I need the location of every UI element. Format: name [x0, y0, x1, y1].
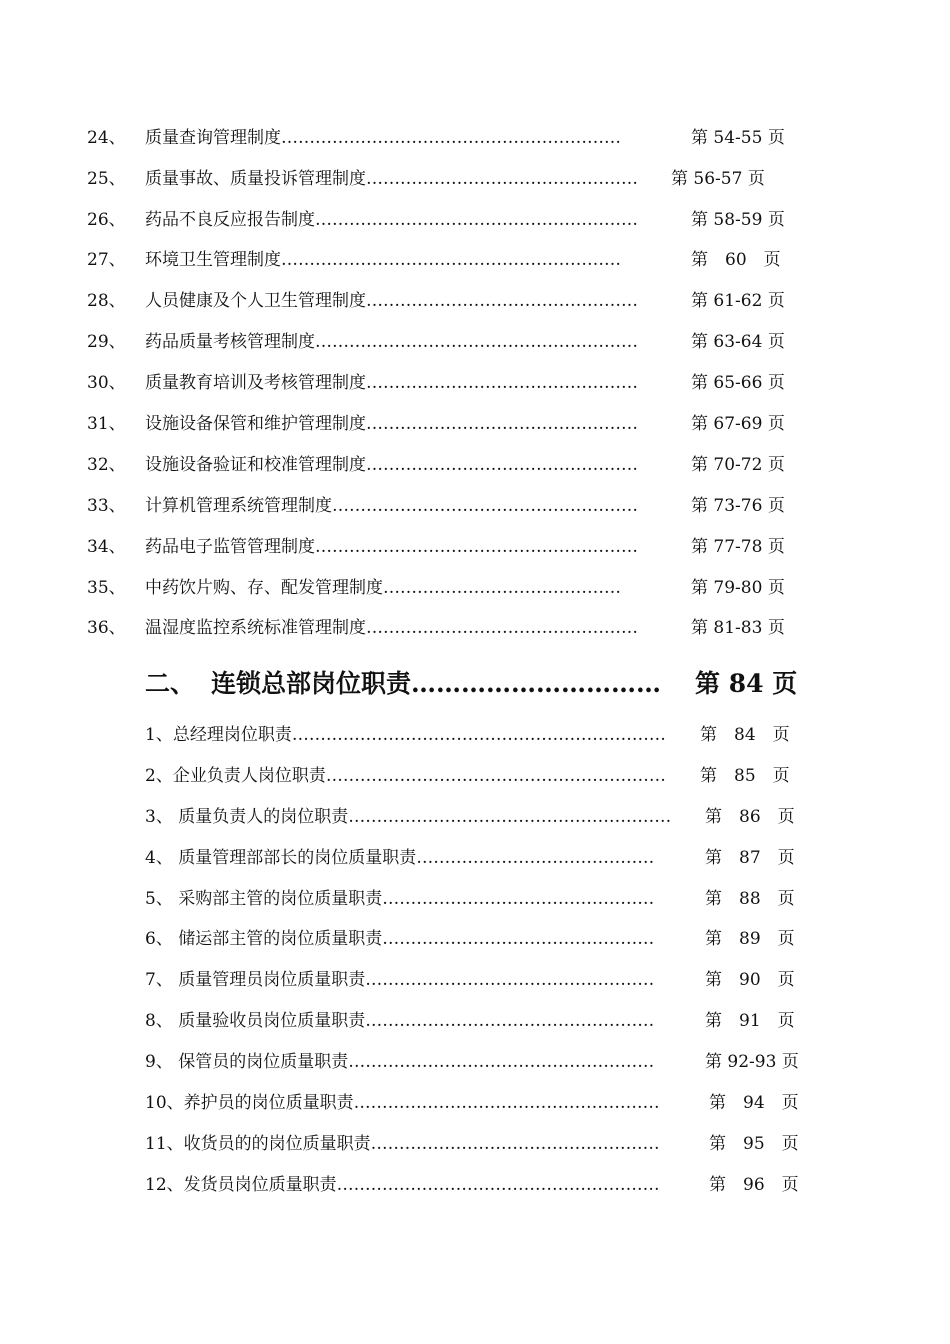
entry-number: 27、 — [87, 250, 126, 270]
entry-page: 第 63-64 页 — [691, 332, 785, 352]
entry-title: 7、 质量管理员岗位质量职责…………………………………………… — [145, 970, 655, 990]
entry-title: 药品不良反应报告制度………………………………………………… — [145, 210, 638, 230]
entry-number: 32、 — [87, 455, 126, 475]
entry-page: 第 91 页 — [705, 1011, 795, 1031]
entry-title: 6、 储运部主管的岗位质量职责………………………………………… — [145, 929, 655, 949]
entry-page: 第 96 页 — [709, 1175, 799, 1195]
entry-title: 设施设备验证和校准管理制度………………………………………… — [145, 455, 638, 475]
entry-number: 29、 — [87, 332, 126, 352]
entry-page: 第 70-72 页 — [691, 455, 785, 475]
toc-entry[interactable] — [0, 844, 950, 872]
entry-page: 第 77-78 页 — [691, 537, 785, 557]
entry-page: 第 73-76 页 — [691, 496, 785, 516]
entry-title: 中药饮片购、存、配发管理制度…………………………………… — [145, 578, 621, 598]
entry-page: 第 65-66 页 — [691, 373, 785, 393]
section-title: 连锁总部岗位职责………………………… — [211, 669, 662, 698]
entry-title: 温湿度监控系统标准管理制度………………………………………… — [145, 618, 638, 638]
entry-page: 第 86 页 — [705, 807, 795, 827]
entry-page: 第 92-93 页 — [705, 1052, 799, 1072]
entry-number: 31、 — [87, 414, 126, 434]
toc-entry[interactable] — [0, 1130, 950, 1158]
entry-number: 30、 — [87, 373, 126, 393]
entry-page: 第 90 页 — [705, 970, 795, 990]
toc-entry[interactable] — [0, 925, 950, 953]
entry-title: 12、发货员岗位质量职责………………………………………………… — [145, 1175, 660, 1195]
entry-page: 第 87 页 — [705, 848, 795, 868]
toc-entry[interactable] — [0, 287, 950, 315]
entry-number: 25、 — [87, 169, 126, 189]
entry-title: 9、 保管员的岗位质量职责……………………………………………… — [145, 1052, 655, 1072]
toc-entry[interactable] — [0, 328, 950, 356]
entry-title: 质量事故、质量投诉管理制度………………………………………… — [145, 169, 638, 189]
entry-title: 10、养护员的岗位质量职责……………………………………………… — [145, 1093, 660, 1113]
entry-number: 33、 — [87, 496, 126, 516]
entry-page: 第 84 页 — [700, 725, 790, 745]
entry-number: 24、 — [87, 128, 126, 148]
entry-title: 8、 质量验收员岗位质量职责…………………………………………… — [145, 1011, 655, 1031]
entry-page: 第 85 页 — [700, 766, 790, 786]
toc-entry[interactable] — [0, 492, 950, 520]
section-heading[interactable] — [145, 664, 845, 704]
toc-entry[interactable] — [0, 721, 950, 749]
entry-title: 2、企业负责人岗位职责…………………………………………………… — [145, 766, 666, 786]
entry-title: 设施设备保管和维护管理制度………………………………………… — [145, 414, 638, 434]
entry-page: 第 58-59 页 — [691, 210, 785, 230]
entry-page: 第 81-83 页 — [691, 618, 785, 638]
section-page: 第 84 页 — [695, 669, 798, 698]
entry-page: 第 94 页 — [709, 1093, 799, 1113]
toc-entry[interactable] — [0, 533, 950, 561]
toc-entry[interactable] — [0, 762, 950, 790]
toc-entry[interactable] — [0, 614, 950, 642]
entry-number: 28、 — [87, 291, 126, 311]
toc-entry[interactable] — [0, 803, 950, 831]
entry-title: 11、收货员的的岗位质量职责…………………………………………… — [145, 1134, 660, 1154]
entry-title: 药品电子监管管理制度………………………………………………… — [145, 537, 638, 557]
entry-page: 第 88 页 — [705, 889, 795, 909]
entry-page: 第 95 页 — [709, 1134, 799, 1154]
toc-entry[interactable] — [0, 1007, 950, 1035]
entry-page: 第 67-69 页 — [691, 414, 785, 434]
section-number: 二、 — [145, 669, 196, 698]
toc-entry[interactable] — [0, 574, 950, 602]
entry-title: 3、 质量负责人的岗位职责………………………………………………… — [145, 807, 672, 827]
entry-title: 5、 采购部主管的岗位质量职责………………………………………… — [145, 889, 655, 909]
entry-title: 4、 质量管理部部长的岗位质量职责…………………………………… — [145, 848, 655, 868]
toc-entry[interactable] — [0, 966, 950, 994]
entry-page: 第 79-80 页 — [691, 578, 785, 598]
entry-page: 第 54-55 页 — [691, 128, 785, 148]
entry-title: 计算机管理系统管理制度……………………………………………… — [145, 496, 638, 516]
toc-entry[interactable] — [0, 206, 950, 234]
entry-number: 35、 — [87, 578, 126, 598]
toc-entry[interactable] — [0, 124, 950, 152]
entry-title: 1、总经理岗位职责………………………………………………………… — [145, 725, 666, 745]
entry-page: 第 89 页 — [705, 929, 795, 949]
toc-entry[interactable] — [0, 1089, 950, 1117]
entry-number: 26、 — [87, 210, 126, 230]
entry-title: 药品质量考核管理制度………………………………………………… — [145, 332, 638, 352]
entry-page: 第 60 页 — [691, 250, 781, 270]
toc-entry[interactable] — [0, 410, 950, 438]
entry-number: 36、 — [87, 618, 126, 638]
entry-page: 第 61-62 页 — [691, 291, 785, 311]
entry-title: 质量查询管理制度…………………………………………………… — [145, 128, 621, 148]
entry-page: 第 56-57 页 — [671, 169, 765, 189]
toc-entry[interactable] — [0, 451, 950, 479]
toc-entry[interactable] — [0, 1048, 950, 1076]
entry-title: 环境卫生管理制度…………………………………………………… — [145, 250, 621, 270]
toc-entry[interactable] — [0, 246, 950, 274]
toc-entry[interactable] — [0, 165, 950, 193]
toc-entry[interactable] — [0, 369, 950, 397]
entry-title: 人员健康及个人卫生管理制度………………………………………… — [145, 291, 638, 311]
toc-entry[interactable] — [0, 1171, 950, 1199]
entry-number: 34、 — [87, 537, 126, 557]
toc-entry[interactable] — [0, 885, 950, 913]
entry-title: 质量教育培训及考核管理制度………………………………………… — [145, 373, 638, 393]
